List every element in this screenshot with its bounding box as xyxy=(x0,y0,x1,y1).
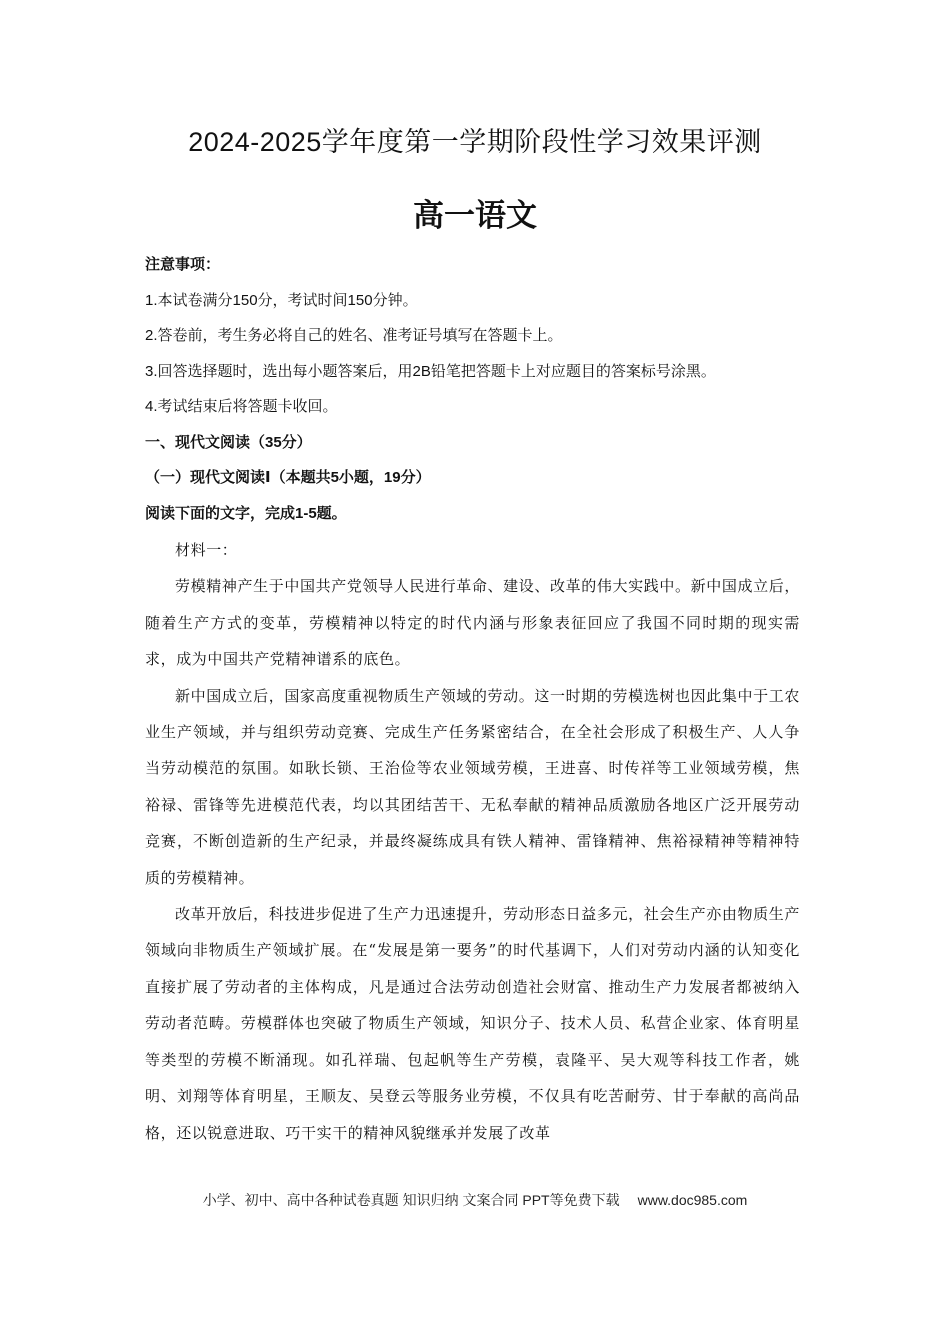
passage-paragraph: 新中国成立后，国家高度重视物质生产领域的劳动。这一时期的劳模选树也因此集中于工农业生产领域，并与组织劳动竞赛、完成生产任务紧密结合，在全社会形成了积极生产、人人争当劳动模范的氛围。如耿长锁、王治俭等农业领域劳模，王进喜、时传祥等工业领域劳模，焦裕禄、雷锋等先进模范代表，均以其团结苦干、无私奉献的精神品质激励各地区广泛开展劳动竞赛，不断创造新的生产纪录，并最终凝练成具有铁人精神、雷锋精神、焦裕禄精神等精神特质的劳模精神。 xyxy=(145,686,800,887)
page-footer xyxy=(0,1190,950,1210)
notice-title: 注意事项： xyxy=(145,256,221,273)
footer-site-link[interactable]: www.doc985.com xyxy=(637,1192,748,1208)
passage-paragraph: 劳模精神产生于中国共产党领导人民进行革命、建设、改革的伟大实践中。新中国成立后，随着生产方式的变革，劳模精神以特定的时代内涵与形象表征回应了我国不同时期的现实需求，成为中国共产党精神谱系的底色。 xyxy=(145,577,800,669)
footer-text: 小学、初中、高中各种试卷真题 知识归纳 文案合同 PPT等免费下载 xyxy=(202,1192,620,1208)
notice-item: 4.考试结束后将答题卡收回。 xyxy=(145,398,338,415)
reading-instruction: 阅读下面的文字，完成1-5题。 xyxy=(145,504,347,522)
subject-title: 高一语文 xyxy=(413,198,537,233)
section-subtitle: （一）现代文阅读Ⅰ（本题共5小题，19分） xyxy=(145,469,431,486)
notice-item: 1.本试卷满分150分，考试时间150分钟。 xyxy=(145,291,418,309)
reading-passage xyxy=(145,532,800,1151)
section-title: 一、现代文阅读（35分） xyxy=(145,433,312,451)
instructions-block xyxy=(145,252,805,536)
exam-title: 2024-2025学年度第一学期阶段性学习效果评测 xyxy=(188,127,762,157)
passage-paragraph: 改革开放后，科技进步促进了生产力迅速提升，劳动形态日益多元，社会生产亦由物质生产领域向非物质生产领域扩展。在“发展是第一要务”的时代基调下，人们对劳动内涵的认知变化直接扩展了劳动者的主体构成，凡是通过合法劳动创造社会财富、推动生产力发展者都被纳入劳动者范畴。劳模群体也突破了物质生产领域，知识分子、技术人员、私营企业家、体育明星等类型的劳模不断涌现。如孔祥瑞、包起帆等生产劳模，袁隆平、吴大观等科技工作者，姚明、刘翔等体育明星，王顺友、吴登云等服务业劳模，不仅具有吃苦耐劳、甘于奉献的高尚品格，还以锐意进取、巧干实干的精神风貌继承并发展了改革 xyxy=(145,905,800,1142)
material-label: 材料一： xyxy=(175,541,238,559)
notice-item: 2.答卷前，考生务必将自己的姓名、准考证号填写在答题卡上。 xyxy=(145,327,563,344)
notice-item: 3.回答选择题时，选出每小题答案后，用2B铅笔把答题卡上对应题目的答案标号涂黑。 xyxy=(145,362,716,380)
